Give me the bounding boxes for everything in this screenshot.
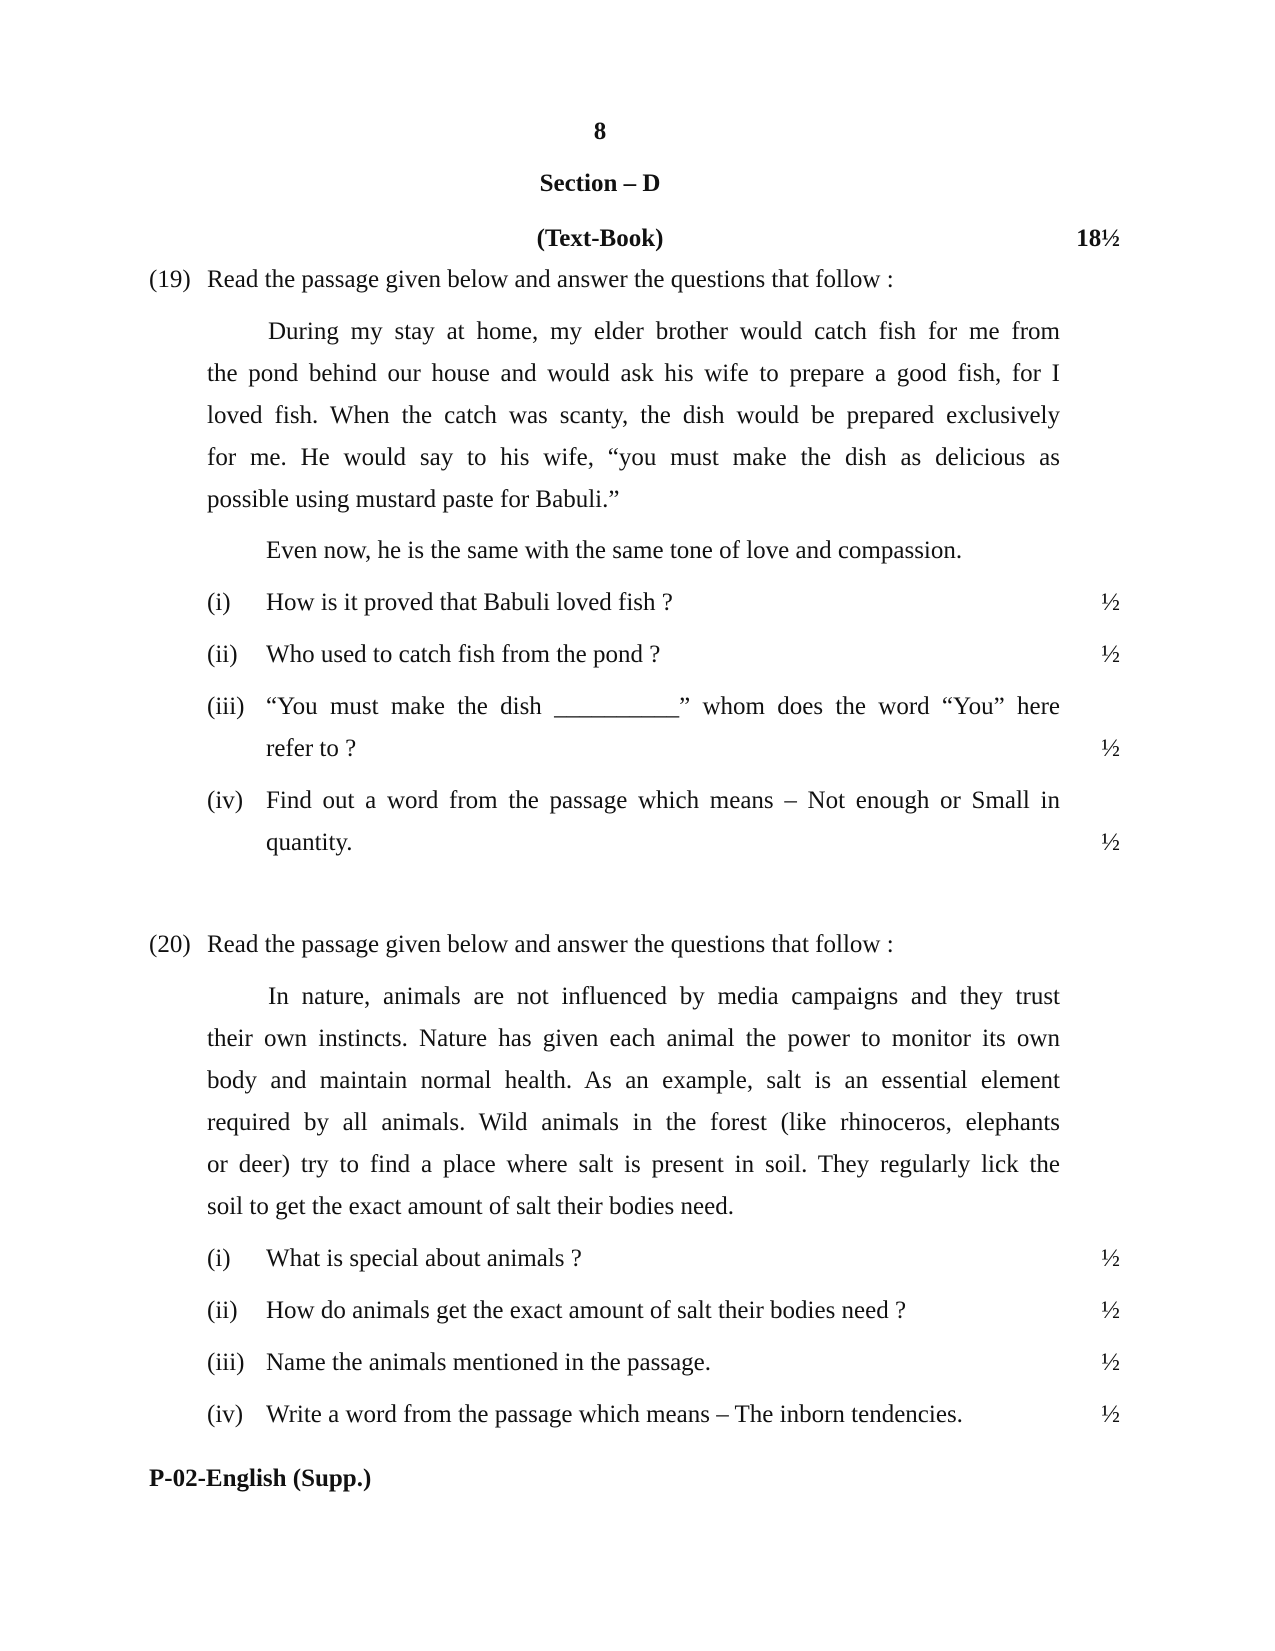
section-subtitle: (Text-Book) (536, 225, 664, 252)
q19-sub-question: Who used to catch fish from the pond ? (266, 641, 661, 668)
q19-prompt: Read the passage given below and answer the questions that follow : (207, 266, 894, 293)
section-marks: 18½ (1076, 225, 1120, 252)
q19-passage-line: the pond behind our house and would ask his wife to prepare a good fish, for I (207, 360, 1060, 387)
q19-passage-line: loved fish. When the catch was scanty, the dish would be prepared exclusively (207, 402, 1060, 429)
q19-sub-question: How is it proved that Babuli loved fish ? (266, 589, 673, 616)
q20-sub-label: (ii) (207, 1297, 238, 1324)
q19-sub-question-cont: quantity. (266, 829, 353, 856)
q19-passage (207, 311, 1060, 521)
q20-passage (207, 976, 1060, 1228)
q20-sub-question: Write a word from the passage which means – The inborn tendencies. (266, 1401, 963, 1428)
q19-sub-marks: ½ (1101, 735, 1120, 762)
q19-passage-line: possible using mustard paste for Babuli.” (207, 486, 620, 513)
page-number: 8 (593, 118, 607, 145)
q19-passage-line: for me. He would say to his wife, “you must make the dish as delicious as (207, 444, 1060, 471)
q20-sub-marks: ½ (1101, 1297, 1120, 1324)
q20-passage-line: soil to get the exact amount of salt their bodies need. (207, 1193, 734, 1220)
q20-number: (20) (149, 931, 191, 958)
q20-passage-line: their own instincts. Nature has given each animal the power to monitor its own (207, 1025, 1060, 1052)
q19-passage-extra: Even now, he is the same with the same tone of love and compassion. (266, 537, 963, 564)
q20-sub-question: What is special about animals ? (266, 1245, 582, 1272)
q19-passage-line: During my stay at home, my elder brother would catch fish for me from (268, 318, 1060, 345)
q20-sub-question: Name the animals mentioned in the passage. (266, 1349, 712, 1376)
q20-sub-question: How do animals get the exact amount of salt their bodies need ? (266, 1297, 907, 1324)
q20-sub-label: (iv) (207, 1401, 244, 1428)
q19-sub-label: (iii) (207, 693, 245, 720)
footer-paper-code: P-02-English (Supp.) (149, 1465, 372, 1492)
q20-sub-marks: ½ (1101, 1245, 1120, 1272)
q19-sub-label: (ii) (207, 641, 238, 668)
q19-sub-label: (i) (207, 589, 231, 616)
q20-passage-line: body and maintain normal health. As an example, salt is an essential element (207, 1067, 1060, 1094)
q19-sub-question-cont: refer to ? (266, 735, 357, 762)
q19-sub-marks: ½ (1101, 829, 1120, 856)
q19-number: (19) (149, 266, 191, 293)
q20-sub-label: (i) (207, 1245, 231, 1272)
q20-sub-label: (iii) (207, 1349, 245, 1376)
q19-sub-marks: ½ (1101, 589, 1120, 616)
q20-passage-line: In nature, animals are not influenced by media campaigns and they trust (268, 983, 1060, 1010)
q19-sub-question: “You must make the dish __________” whom does the word “You” here (266, 693, 1060, 720)
q20-sub-marks: ½ (1101, 1349, 1120, 1376)
q20-sub-marks: ½ (1101, 1401, 1120, 1428)
section-title: Section – D (539, 170, 661, 197)
q19-sub-question: Find out a word from the passage which means – Not enough or Small in (266, 787, 1060, 814)
q19-sub-marks: ½ (1101, 641, 1120, 668)
q20-prompt: Read the passage given below and answer the questions that follow : (207, 931, 894, 958)
q20-passage-line: required by all animals. Wild animals in the forest (like rhinoceros, elephants (207, 1109, 1060, 1136)
q19-sub-label: (iv) (207, 787, 244, 814)
q20-passage-line: or deer) try to find a place where salt is present in soil. They regularly lick the (207, 1151, 1060, 1178)
